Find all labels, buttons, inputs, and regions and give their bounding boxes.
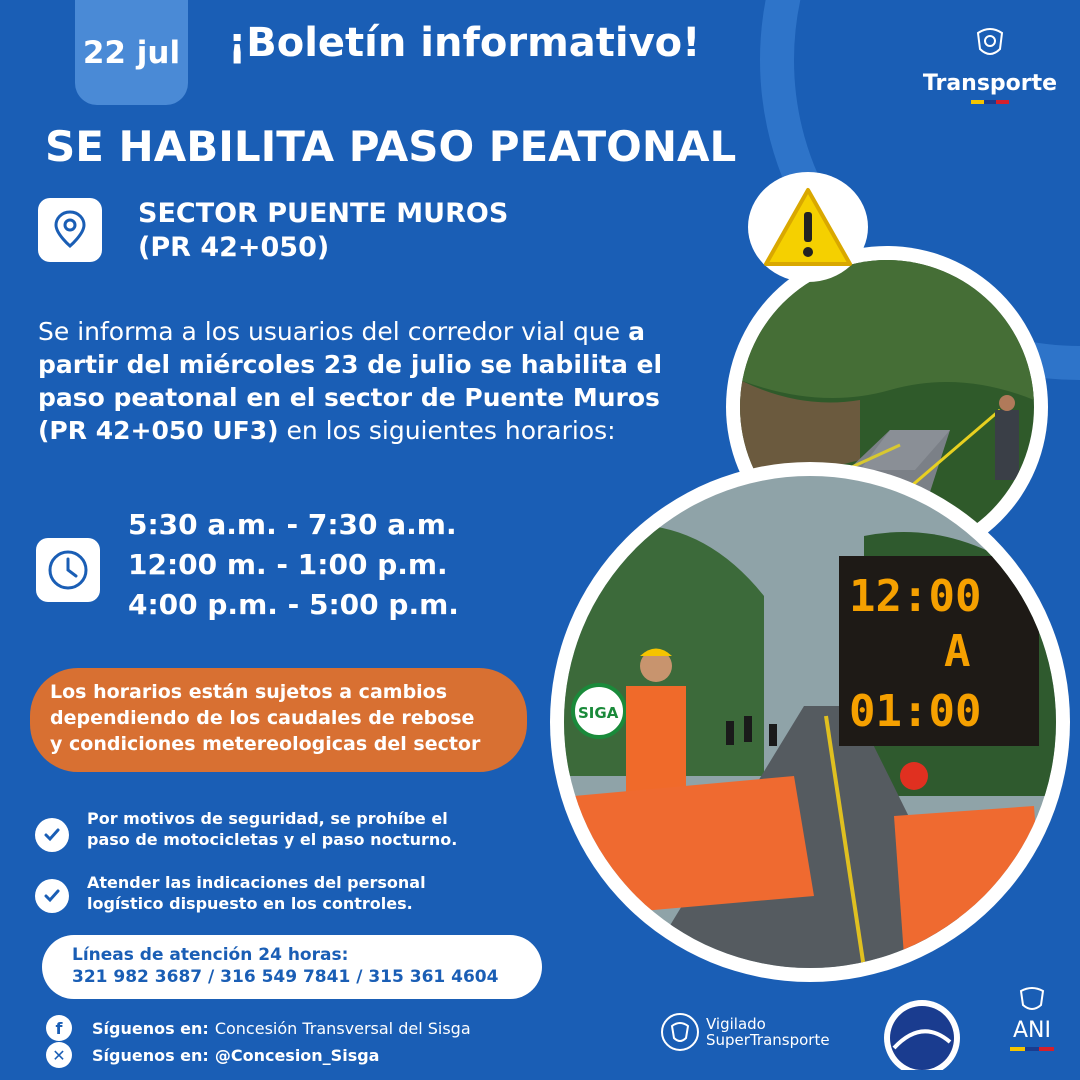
location-pin-icon bbox=[38, 198, 102, 262]
x-icon: ✕ bbox=[46, 1042, 72, 1068]
date-tab bbox=[75, 0, 188, 105]
headline: ¡Boletín informativo! bbox=[228, 20, 701, 66]
supertransporte-logo bbox=[660, 1010, 830, 1054]
sector-code: (PR 42+050) bbox=[138, 232, 330, 263]
siga-sign-text: SIGA bbox=[578, 704, 619, 722]
flag-bar bbox=[971, 100, 1009, 104]
check-icon bbox=[35, 879, 69, 913]
check-icon bbox=[35, 818, 69, 852]
road-photo-bottom bbox=[550, 462, 1070, 982]
sign-board-bottom-text: 01:00 bbox=[849, 686, 982, 737]
ani-text: ANI bbox=[1013, 1018, 1051, 1043]
clock-icon bbox=[36, 538, 100, 602]
sign-board-mid-text: A bbox=[944, 626, 971, 677]
contact-numbers[interactable]: 321 982 3687 / 316 549 7841 / 315 361 4604 bbox=[72, 967, 499, 987]
ministry-name: Transporte bbox=[922, 71, 1058, 96]
social-x[interactable] bbox=[46, 1042, 385, 1068]
rule-item bbox=[87, 872, 426, 914]
coat-of-arms-icon bbox=[1016, 985, 1048, 1015]
ministry-logo bbox=[920, 25, 1060, 104]
schedule-slot: 4:00 p.m. - 5:00 p.m. bbox=[128, 588, 459, 621]
sign-board-top-text: 12:00 bbox=[849, 571, 982, 622]
rule-line: paso de motocicletas y el paso nocturno. bbox=[87, 830, 458, 849]
schedule-slot: 12:00 m. - 1:00 p.m. bbox=[128, 548, 448, 581]
coat-of-arms-icon bbox=[972, 25, 1008, 61]
info-intro: Se informa a los usuarios del corredor vial que bbox=[38, 317, 629, 346]
notice-line: Los horarios están sujetos a cambios bbox=[50, 681, 448, 703]
info-paragraph bbox=[38, 315, 678, 447]
social-handle: @Concesion_Sisga bbox=[214, 1045, 380, 1065]
notice-banner bbox=[30, 668, 527, 772]
coat-of-arms-icon bbox=[660, 1010, 700, 1054]
warning-icon bbox=[748, 172, 868, 282]
sector-name: SECTOR PUENTE MUROS bbox=[138, 198, 509, 229]
rule-item bbox=[87, 808, 457, 850]
rule-line: Por motivos de seguridad, se prohíbe el bbox=[87, 809, 448, 828]
date-label: 22 jul bbox=[82, 34, 181, 71]
schedule-slot: 5:30 a.m. - 7:30 a.m. bbox=[128, 508, 457, 541]
sector-title bbox=[138, 197, 508, 265]
rule-line: logístico dispuesto en los controles. bbox=[87, 894, 413, 913]
info-highlight: a partir del miércoles 23 de julio se habilita el paso peatonal en el sector de Puente Muros (PR 42+050 UF3) bbox=[38, 317, 663, 445]
social-prefix: Síguenos en: bbox=[92, 1045, 209, 1065]
flag-bar bbox=[1010, 1047, 1054, 1051]
contact-box bbox=[42, 935, 542, 999]
notice-line: y condiciones metereologicas del sector bbox=[50, 733, 481, 755]
contact-label: Líneas de atención 24 horas: bbox=[72, 945, 349, 965]
ani-logo bbox=[1006, 985, 1058, 1051]
social-facebook[interactable] bbox=[46, 1015, 471, 1041]
page-title: SE HABILITA PASO PEATONAL bbox=[45, 122, 737, 171]
rule-line: Atender las indicaciones del personal bbox=[87, 873, 426, 892]
info-outro: en los siguientes horarios: bbox=[278, 416, 616, 445]
concession-seal bbox=[880, 998, 964, 1074]
schedule-list bbox=[128, 505, 459, 625]
social-handle: Concesión Transversal del Sisga bbox=[214, 1018, 471, 1038]
supertransporte-text: SuperTransporte bbox=[706, 1031, 830, 1049]
facebook-icon: f bbox=[46, 1015, 72, 1041]
vigilado-text: Vigilado bbox=[706, 1015, 766, 1033]
social-prefix: Síguenos en: bbox=[92, 1018, 209, 1038]
notice-line: dependiendo de los caudales de rebose bbox=[50, 707, 475, 729]
